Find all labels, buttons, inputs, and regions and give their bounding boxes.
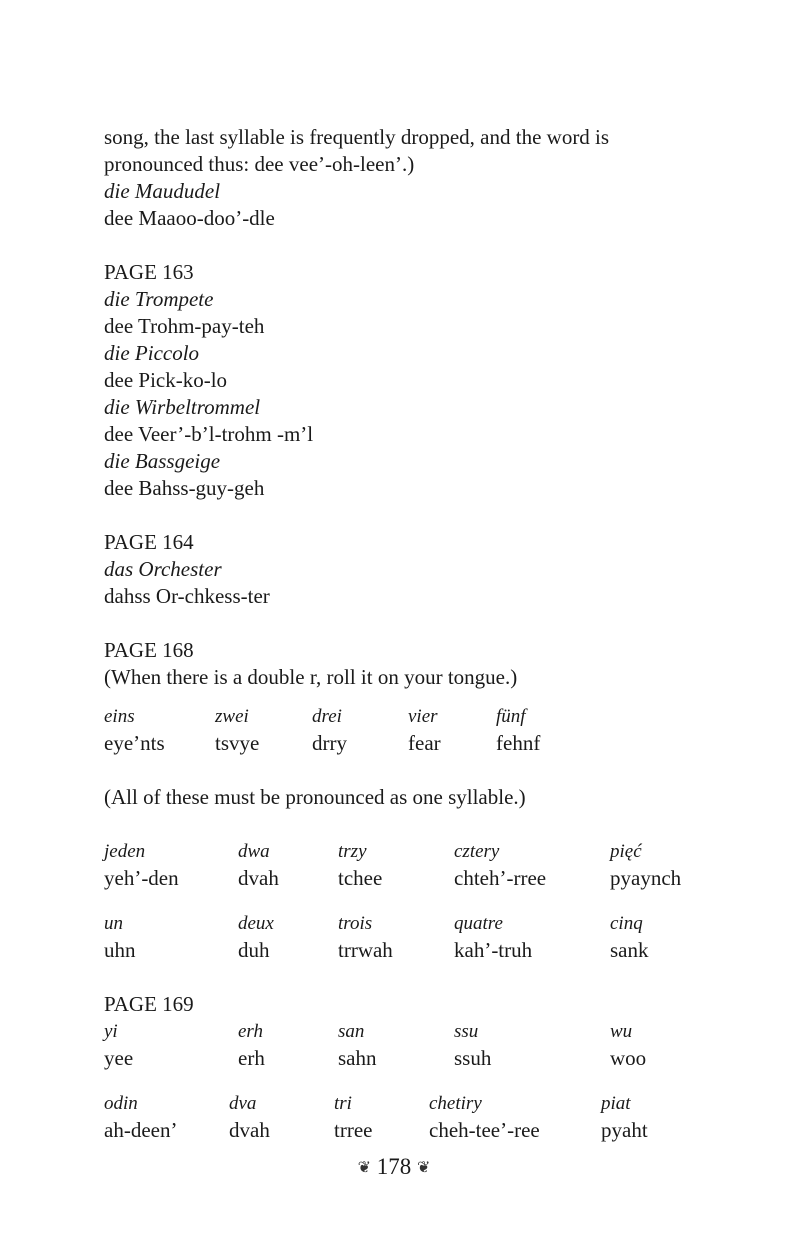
term: ssu [454, 1021, 479, 1042]
section-heading: PAGE 164 [104, 530, 194, 554]
pronunciation: dahss Or-chkess-ter [104, 584, 270, 608]
russian-terms-row [104, 1090, 704, 1117]
pronunciation: erh [238, 1046, 265, 1070]
section-heading: PAGE 169 [104, 992, 194, 1016]
term: zwei [215, 706, 249, 727]
pronunciation: dvah [229, 1118, 270, 1142]
pronunciation: fehnf [496, 731, 541, 755]
pronunciation: tchee [338, 866, 383, 890]
pronunciation: dvah [238, 866, 279, 890]
pronunciation: chteh’-rree [454, 866, 547, 890]
chinese-terms-row [104, 1018, 704, 1045]
leaf-ornament-icon: ❦ [357, 1159, 371, 1177]
term: das Orchester [104, 557, 222, 581]
pronunciation: yee [104, 1046, 134, 1070]
term: trzy [338, 841, 367, 862]
french-pron-row [104, 937, 704, 964]
pronunciation: eye’nts [104, 731, 165, 755]
term: cztery [454, 841, 500, 862]
pronunciation: ah-deen’ [104, 1118, 178, 1142]
french-terms-row [104, 910, 704, 937]
term: wu [610, 1021, 633, 1042]
pronunciation: duh [238, 938, 270, 962]
note: (All of these must be pronounced as one syllable.) [104, 785, 526, 809]
term: die Piccolo [104, 341, 200, 365]
term: pięć [610, 841, 642, 862]
term: drei [312, 706, 342, 727]
pronunciation: woo [610, 1046, 647, 1070]
pronunciation: trree [334, 1118, 373, 1142]
page-footer [0, 1152, 788, 1184]
term: die Bassgeige [104, 449, 221, 473]
term: jeden [104, 841, 146, 862]
polish-pron-row [104, 865, 704, 892]
section-heading: PAGE 168 [104, 638, 194, 662]
term: quatre [454, 913, 503, 934]
term: chetiry [429, 1093, 482, 1114]
chinese-pron-row [104, 1045, 704, 1072]
term: die Trompete [104, 287, 214, 311]
page-number: 178 [376, 1154, 412, 1179]
pronunciation: pyaynch [610, 866, 682, 890]
pronunciation: cheh-tee’-ree [429, 1118, 540, 1142]
term: vier [408, 706, 438, 727]
german-terms-row [104, 703, 704, 730]
pronunciation: fear [408, 731, 441, 755]
pronunciation: ssuh [454, 1046, 492, 1070]
term: fünf [496, 706, 526, 727]
section-heading: PAGE 163 [104, 260, 194, 284]
term: deux [238, 913, 274, 934]
term: un [104, 913, 123, 934]
german-pron-row [104, 730, 704, 757]
pronunciation: dee Pick-ko-lo [104, 368, 228, 392]
pronunciation: sahn [338, 1046, 377, 1070]
page-body [104, 124, 704, 1144]
pronunciation: sank [610, 938, 649, 962]
term: piat [601, 1093, 631, 1114]
intro-line-1: song, the last syllable is frequently dropped, and the word is [104, 125, 610, 149]
term: die Wirbeltrommel [104, 395, 261, 419]
term: yi [104, 1021, 118, 1042]
pronunciation: kah’-truh [454, 938, 533, 962]
pronunciation: dee Trohm-pay-teh [104, 314, 265, 338]
pronunciation: dee Veer’-b’l-trohm -m’l [104, 422, 314, 446]
term: die Maududel [104, 179, 221, 203]
pronunciation: yeh’-den [104, 866, 179, 890]
leaf-ornament-icon: ❦ [417, 1159, 431, 1177]
note: (When there is a double r, roll it on your tongue.) [104, 665, 518, 689]
term: dva [229, 1093, 257, 1114]
pronunciation: dee Maaoo-doo’-dle [104, 206, 275, 230]
russian-pron-row [104, 1117, 704, 1144]
term: tri [334, 1093, 352, 1114]
pronunciation: uhn [104, 938, 136, 962]
term: dwa [238, 841, 270, 862]
term: eins [104, 706, 135, 727]
intro-line-2: pronounced thus: dee vee’-oh-leen’.) [104, 152, 415, 176]
pronunciation: dee Bahss-guy-geh [104, 476, 265, 500]
pronunciation: trrwah [338, 938, 393, 962]
term: trois [338, 913, 373, 934]
term: cinq [610, 913, 643, 934]
pronunciation: tsvye [215, 731, 260, 755]
term: san [338, 1021, 365, 1042]
pronunciation: pyaht [601, 1118, 648, 1142]
pronunciation: drry [312, 731, 347, 755]
term: erh [238, 1021, 263, 1042]
term: odin [104, 1093, 138, 1114]
polish-terms-row [104, 838, 704, 865]
